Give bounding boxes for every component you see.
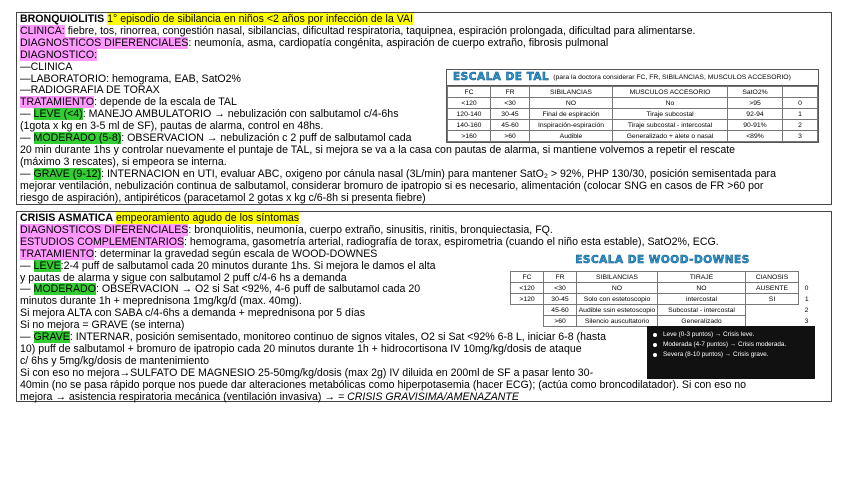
tal-cell: <89% [728,131,783,142]
tal-cell: 120-140 [448,109,491,120]
bronq-dx [20,50,828,62]
clinica-text: fiebre, tos, rinorrea, congestión nasal, sibilancias, dificultad respiratoria, taquipnea, espiración prolongada, dificultad para alimentarse. [64,24,696,37]
crisis-leve-dash: — [20,259,34,272]
crisis-grave-3: c/ 6hs y 5mg/kg/dosis de mantenimiento [20,354,210,367]
tal-cell: <30 [491,98,530,109]
tal-cell: 3 [783,131,818,142]
wd-cell: NO [577,283,658,294]
wd-header-cell: FR [544,272,577,283]
wd-header-cell [799,272,815,283]
wd-title: ESCALA DE WOOD-DOWNES [575,254,750,266]
crisis-tto-text: : determinar la gravedad según escala de WOOD-DOWNES [94,247,378,260]
bronq-title: BRONQUIOLITIS [20,13,105,25]
legend-item-label: Severa (8-10 puntos) → Crisis grave. [663,351,769,358]
tal-cell: Final de espiración [530,109,613,120]
wd-cell: intercostal [658,294,746,305]
mod-label: MODERADO (5-8) [33,132,122,145]
dx-label: DIAGNOSTICO: [20,48,98,61]
dx-dif-text: : neumonía, asma, cardiopatía congénita, aspiración de cuerpo extraño, fibrosis pulmonal [188,36,609,49]
table-row [448,98,818,109]
table-row [511,294,815,305]
wd-cell: >60 [544,316,577,327]
leve-label: LEVE (<4) [33,108,83,121]
tal-subtitle: (para la doctora considerar FC, FR, SIBILANCIAS, MUSCULOS ACCESORIO) [553,74,791,81]
wd-cell: 1 [804,295,809,303]
tal-header-cell: MUSCULOS ACCESORIO [613,87,728,98]
tal-cell: 0 [783,98,818,109]
crisis-mod-dash: — [20,283,34,296]
tal-cell: >60 [491,131,530,142]
table-row [511,283,815,294]
leve-text: : MANEJO AMBULATORIO → nebulización con salbutamol c/4-6hs [82,108,399,121]
wd-header-cell: SIBILANCIAS [577,272,658,283]
table-row [448,120,818,131]
tal-cell: Tiraje subcostal [613,109,728,120]
bullet-icon [653,333,657,337]
grave-dash: — [20,167,34,180]
grave-text: : INTERNACION en UTI, evaluar ABC, oxigeno por cánula nasal (3L/min) para mantener SatO₂ > 92%, PHP 130/30, posición semisentada para [101,167,776,180]
tal-table [447,86,818,142]
bronq-grave-2: mejorar ventilación, nebulización continua de salbutamol, considerar bromuro de ipatropio si es necesario, alimentación (colocar SNG en casos de FR >60 por [20,179,764,192]
tal-cell: >95 [728,98,783,109]
crisis-tto-label: TRATAMIENTO [20,247,95,260]
wd-cell: NO [658,283,746,294]
bullet-icon [653,343,657,347]
bullet-icon [653,353,657,357]
legend-item [653,350,815,360]
tal-cell: Inspiración-espiración [530,120,613,131]
wd-cell [746,305,799,316]
crisis-title-desc: empeoramiento agudo de los síntomas [115,212,300,224]
tal-title-bar [447,70,818,86]
wd-header-cell: FC [511,272,544,283]
crisis-grave-text: : INTERNAR, posición semisentado, monitoreo continuo de signos vitales, O2 si Sat <92% 6-8 L, iniciar 6-8 (hasta [69,331,606,344]
legend-item [653,340,815,350]
estudios-text: : hemograma, gasometría arterial, radiografía de torax, espirometria (cuando el niño esta estable), SatO2%, ECG. [184,235,719,248]
table-row [511,305,815,316]
mod-dash: — [20,132,34,145]
tal-cell: >160 [448,131,491,142]
crisis-grave-dash: — [20,331,34,344]
tal-cell: 30-45 [491,109,530,120]
wd-table [510,271,815,327]
wd-cell: Audible ssin estetoscopio [577,305,658,316]
crisis-mod-3: Si mejora ALTA con SABA c/4-6hs a demanda + meprednisona por 5 días [20,307,365,320]
wd-cell: SI [746,294,799,305]
crisis-leve-2: y pautas de alarma y sigue con salbutamol 2 puff c/4-6 hs a demanda [20,271,347,284]
wd-header-cell: TIRAJE [658,272,746,283]
wd-cell: >120 [511,294,544,305]
crisis-mod-label: MODERADO [33,283,96,296]
bronq-title-desc: 1° episodio de sibilancia en niños <2 años por infección de la VAI [107,13,413,25]
wd-cell: Solo con estetoscopio [577,294,658,305]
dx-dif-label: DIAGNOSTICOS DIFERENCIALES [20,36,189,49]
crisis-mod-2: minutos durante 1h + meprednisona 1mg/kg/d (max. 40mg). [20,295,302,308]
tto-label: TRATAMIENTO [20,96,95,109]
wd-cell: 45-60 [544,305,577,316]
wd-cell: <30 [544,283,577,294]
tal-cell: No [613,98,728,109]
tal-cell: Audible [530,131,613,142]
tal-header-row [448,87,818,98]
tal-cell: 1 [783,109,818,120]
bronq-leve-2: (1gota x kg en 3-5 ml de SF), pautas de alarma, control en 48hs. [20,120,324,133]
dx-clinica: —CLINICA [20,60,73,73]
wd-cell: AUSENTE [746,283,799,294]
legend-item-label: Moderada (4-7 puntos) → Crisis moderada. [663,341,787,348]
tal-cell: <120 [448,98,491,109]
legend-item-label: Leve (0-3 puntos) → Crisis leve. [663,331,755,338]
tal-cell: 2 [783,120,818,131]
tal-cell: 92-94 [728,109,783,120]
crisis-grave-label: GRAVE [33,331,70,344]
tal-cell: Tiraje subcostal - intercostal [613,120,728,131]
crisis-grave-4: Si con eso no mejora→SULFATO DE MAGNESIO 25-50mg/kg/dosis (max 2g) IV diluida en 200ml de SF a pasar lento 30- [20,366,594,379]
tal-cell: NO [530,98,613,109]
table-row [448,109,818,120]
grave-label: GRAVE (9-12) [33,167,102,180]
bronq-mod-3: (máximo 3 rescates), si empeora se interna. [20,155,227,168]
crisis-mod-text: : OBSERVACION → O2 si Sat <92%, 4-6 puff de salbutamol cada 20 [95,283,421,296]
wood-downes-legend [647,326,815,379]
wd-cell: 30-45 [544,294,577,305]
wd-cell [511,305,544,316]
crisis-leve-text: :2-4 puff de salbutamol cada 20 minutos durante 1hs. Si mejora le damos el alta [60,259,436,272]
crisis-grave-5: 40min (no se pasa rápido porque nos puede dar alteraciones metabólicas como hiperpotasemia (hacer ECG); (actúa como broncodilatador). Si con eso no [20,378,747,391]
tal-header-cell: FR [491,87,530,98]
leve-dash: — [20,108,34,121]
wd-cell: 3 [804,317,809,325]
crisis-grave-2: 10) puff de salbutamol + bromuro de ipatropio cada 20 minutos durante 1h + hidrocortisona IV 10mg/kg/dosis de ataque [20,342,582,355]
wd-cell: Generalizado [658,316,746,327]
tal-cell: Generalizado + alete o nasal [613,131,728,142]
tal-cell: 90-91% [728,120,783,131]
wd-cell [511,316,544,327]
tal-scale-table [446,69,819,143]
tal-title: ESCALA DE TAL [453,71,550,83]
wd-header-row [511,272,815,283]
tal-header-cell: FC [448,87,491,98]
clinica-label: CLINICA: [20,24,65,37]
wd-header-cell: CIANOSIS [746,272,799,283]
wd-cell: 2 [804,306,809,314]
wood-downes-scale-table [510,256,815,327]
tal-header-cell: SatO2% [728,87,783,98]
bronq-grave [20,169,828,181]
bronq-grave-3: riesgo de aspiración), antipiréticos (paracetamol 2 gotas x kg c/6-8h si presenta fiebre) [20,191,426,204]
estudios-label: ESTUDIOS COMPLEMENTARIOS [20,235,185,248]
tto-text: : depende de la escala de TAL [94,96,237,109]
tal-cell: 45-60 [491,120,530,131]
crisis-dx-dif-text: : bronquiolitis, neumonía, cuerpo extraño, sinusitis, rinitis, bronquiectasia, FQ. [188,223,553,236]
crisis-grave-6 [20,392,828,404]
tal-cell: 140-160 [448,120,491,131]
legend-item [653,330,815,340]
crisis-leve-label: LEVE [33,259,61,272]
dx-rx: —RADIOGRAFIA DE TORAX [20,84,160,97]
crisis-mod-4: Si no mejora = GRAVE (se interna) [20,319,185,332]
tal-header-cell: SIBILANCIAS [530,87,613,98]
table-row [448,131,818,142]
wd-cell: Subcostal - intercostal [658,305,746,316]
tal-header-cell [783,87,818,98]
wd-cell: Silencio auscultatorio [577,316,658,327]
dx-lab: —LABORATORIO: hemograma, EAB, SatO2% [20,72,241,85]
mod-text: : OBSERVACION → nebulización c 2 puff de salbutamol cada [121,132,412,145]
crisis-gravisima: = CRISIS GRAVISIMA/AMENAZANTE [337,390,519,403]
bronq-dx-dif [20,38,828,50]
bronq-mod-2: 20 min durante 1hs y controlar nuevamente el puntaje de TAL, si mejora se va a la casa con pautas de alarma, si mantiene volvemos a repetir el rescate [20,143,736,156]
table-row [511,316,815,327]
wd-cell: <120 [511,283,544,294]
wd-cell: 0 [804,284,809,292]
crisis-title: CRISIS ASMATICA [20,212,113,224]
crisis-dx-dif-label: DIAGNOSTICOS DIFERENCIALES [20,223,189,236]
crisis-grave-6-text: mejora → asistencia respiratoria mecánica (ventilación invasiva) → [20,390,338,403]
wd-cell [746,316,799,327]
